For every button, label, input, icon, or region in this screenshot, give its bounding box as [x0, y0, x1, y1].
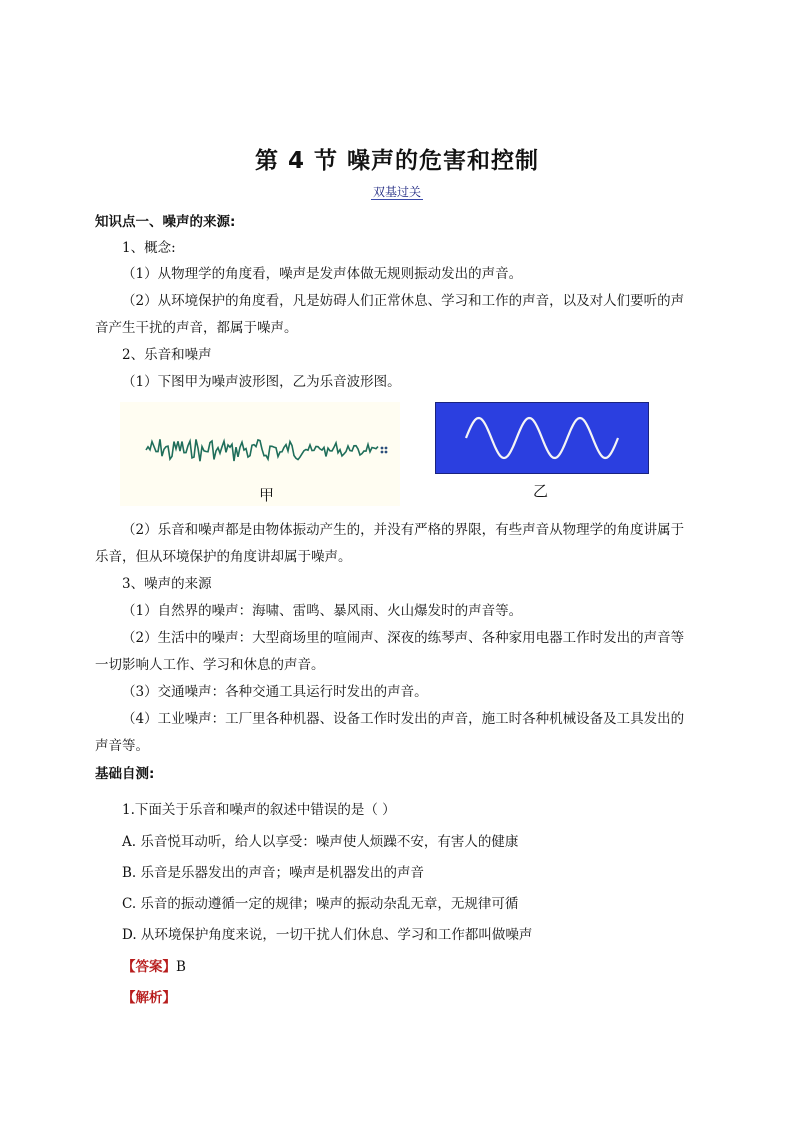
answer-line [122, 957, 186, 977]
item3-paragraph-4b: 声音等。 [95, 738, 149, 754]
quiz-option-a: A. 乐音悦耳动听，给人以享受：噪声使人烦躁不安，有害人的健康 [122, 834, 519, 850]
analysis-line [122, 988, 176, 1008]
page-subtitle [0, 181, 794, 200]
waveform-figure [120, 398, 660, 508]
item2-paragraph-1: （1）下图甲为噪声波形图，乙为乐音波形图。 [122, 374, 401, 390]
item2-title: 2、乐音和噪声 [122, 347, 212, 363]
item1-paragraph-2a: （2）从环境保护的角度看，凡是妨碍人们正常休息、学习和工作的声音，以及对人们要听的声 [122, 293, 685, 309]
subtitle-link: 双基过关 [372, 185, 421, 199]
noise-figure-label: 甲 [259, 486, 275, 504]
noise-waveform-panel [120, 402, 400, 506]
item3-paragraph-1: （1）自然界的噪声：海啸、雷鸣、暴风雨、火山爆发时的声音等。 [122, 603, 523, 619]
analysis-tag: 【解析】 [122, 990, 176, 1006]
item3-paragraph-4a: （4）工业噪声：工厂里各种机器、设备工作时发出的声音，施工时各种机械设备及工具发出的 [122, 711, 685, 727]
item1-paragraph-1: （1）从物理学的角度看，噪声是发声体做无规则振动发出的声音。 [122, 266, 523, 282]
item1-paragraph-2b: 音产生干扰的声音，都属于噪声。 [95, 320, 298, 336]
music-figure-label: 乙 [533, 482, 549, 500]
quiz-option-b: B. 乐音是乐器发出的声音；噪声是机器发出的声音 [122, 865, 425, 881]
answer-tag: 【答案】 [122, 959, 176, 975]
quiz-option-d: D. 从环境保护角度来说，一切干扰人们休息、学习和工作都叫做噪声 [122, 927, 533, 943]
page-title: 第 4 节 噪声的危害和控制 [254, 148, 540, 174]
item2-paragraph-2b: 乐音，但从环境保护的角度讲却属于噪声。 [95, 549, 352, 565]
item3-title: 3、噪声的来源 [122, 576, 212, 592]
quiz-question: 1.下面关于乐音和噪声的叙述中错误的是（ ） [122, 802, 396, 818]
section-heading: 知识点一、噪声的来源: [95, 214, 236, 230]
item3-paragraph-2b: 一切影响人工作、学习和休息的声音。 [95, 657, 325, 673]
item3-paragraph-2a: （2）生活中的噪声：大型商场里的喧闹声、深夜的练琴声、各种家用电器工作时发出的声音等 [122, 630, 685, 646]
quiz-option-c: C. 乐音的振动遵循一定的规律；噪声的振动杂乱无章，无规律可循 [122, 896, 519, 912]
item2-paragraph-2a: （2）乐音和噪声都是由物体振动产生的，并没有严格的界限，有些声音从物理学的角度讲属于 [122, 522, 685, 538]
item1-title: 1、概念: [122, 240, 176, 256]
item3-paragraph-3: （3）交通噪声：各种交通工具运行时发出的声音。 [122, 684, 428, 700]
music-waveform-panel [435, 402, 649, 474]
music-waveform [436, 403, 648, 473]
quiz-heading: 基础自测: [95, 766, 155, 782]
answer-value: B [176, 959, 186, 975]
